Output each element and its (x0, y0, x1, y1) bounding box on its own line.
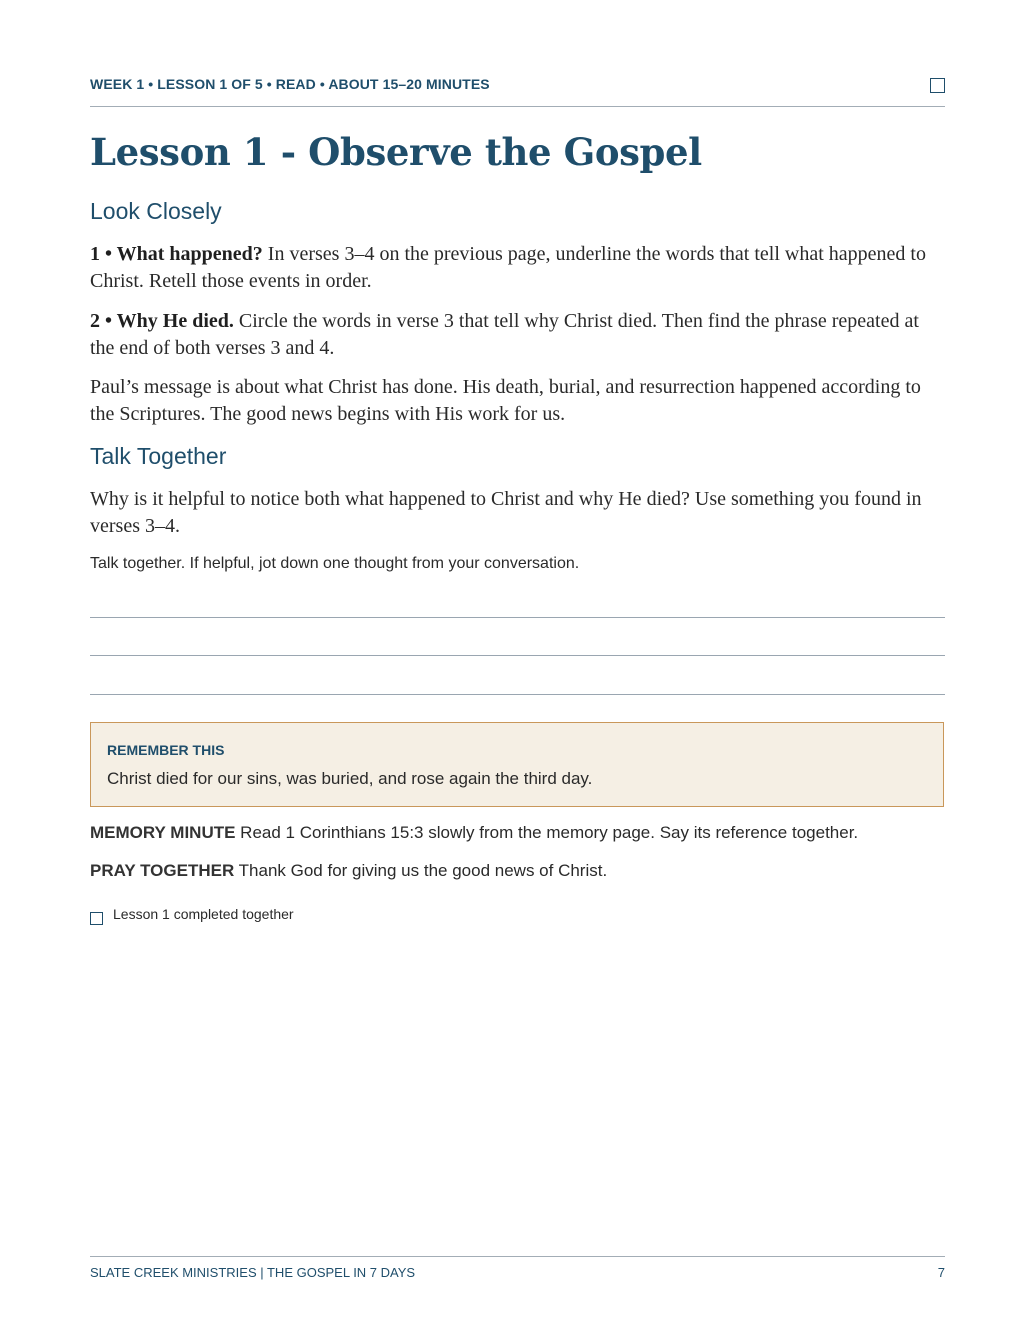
completion-label: Lesson 1 completed together (113, 906, 294, 922)
talk-together-heading: Talk Together (90, 443, 227, 469)
remember-text: Christ died for our sins, was buried, and rose again the third day. (107, 769, 593, 788)
question-1 (90, 241, 945, 295)
writing-line-2[interactable] (90, 655, 945, 656)
question-2-lead: 2 • Why He died. (90, 310, 234, 332)
footer-publication: SLATE CREEK MINISTRIES | THE GOSPEL IN 7 DAYS (90, 1265, 416, 1280)
lesson-meta-label: WEEK 1 • LESSON 1 OF 5 • READ • ABOUT 15–20 MINUTES (90, 76, 490, 92)
page-header (90, 76, 945, 107)
question-2 (90, 308, 945, 362)
discussion-question: Why is it helpful to notice both what happened to Christ and why He died? Use something you found in verses 3–4. (90, 488, 922, 537)
writing-line-3[interactable] (90, 694, 945, 695)
header-checkbox[interactable] (930, 78, 945, 93)
pray-together (90, 861, 607, 881)
question-1-text: In verses 3–4 on the previous page, underline the words that tell what happened to Christ. Retell those events in order. (90, 243, 926, 292)
memory-minute-label: MEMORY MINUTE (90, 823, 236, 842)
look-closely-heading: Look Closely (90, 198, 222, 224)
completion-checkbox[interactable] (90, 912, 103, 925)
pray-together-label: PRAY TOGETHER (90, 861, 235, 880)
writing-line-1[interactable] (90, 617, 945, 618)
pray-together-text: Thank God for giving us the good news of Christ. (234, 861, 608, 880)
remember-label: REMEMBER THIS (107, 742, 225, 758)
question-2-text: Circle the words in verse 3 that tell why Christ died. Then find the phrase repeated at the end of both verses 3 and 4. (90, 310, 919, 359)
question-1-lead: 1 • What happened? (90, 243, 263, 265)
remember-callout (90, 722, 944, 807)
summary-paragraph: Paul’s message is about what Christ has done. His death, burial, and resurrection happened according to the Scriptures. The good news begins with His work for us. (90, 376, 921, 425)
memory-minute (90, 823, 858, 843)
page-footer (90, 1256, 945, 1287)
discussion-note: Talk together. If helpful, jot down one thought from your conversation. (90, 555, 580, 572)
page-number: 7 (937, 1265, 945, 1280)
page-title: Lesson 1 - Observe the Gospel (90, 130, 702, 174)
memory-minute-text: Read 1 Corinthians 15:3 slowly from the memory page. Say its reference together. (235, 823, 859, 842)
